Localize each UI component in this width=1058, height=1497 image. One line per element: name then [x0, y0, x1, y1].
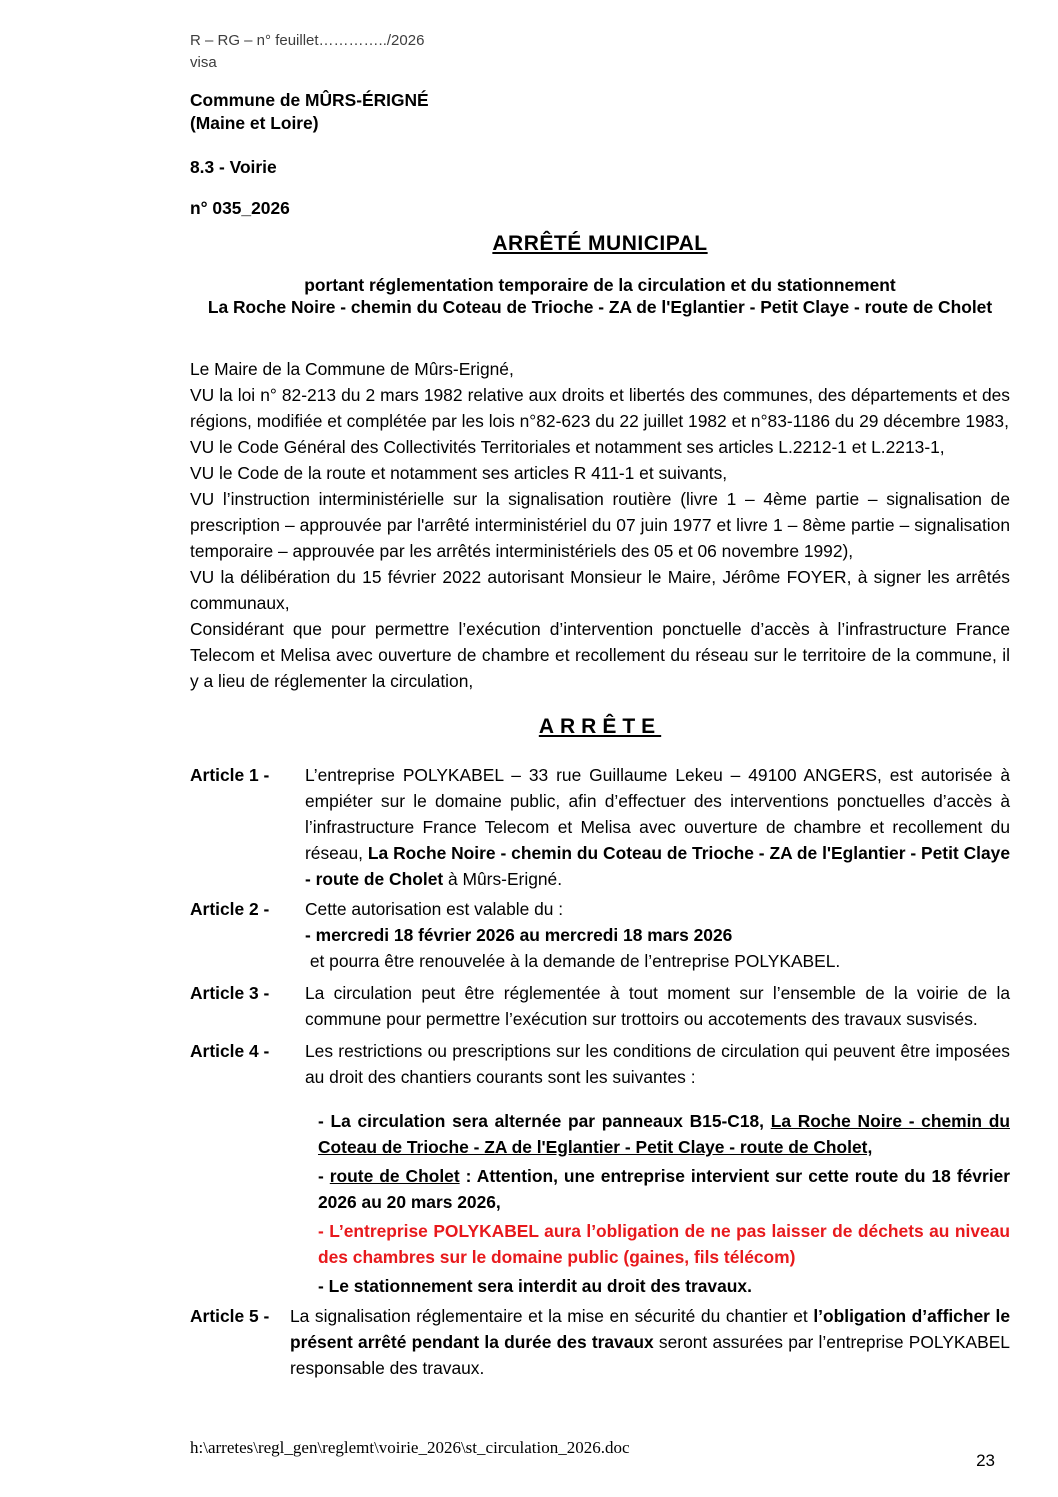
- article-5-paragraph: La signalisation réglementaire et la mise en sécurité du chantier et l’obligation d’afficher le présent arrêté pendant la durée des travaux seront assurées par l’entreprise POLYKABEL responsable des travaux.: [290, 1306, 1010, 1378]
- page-number: 23: [976, 1451, 995, 1470]
- article-1-body: [305, 762, 1010, 892]
- document-subtitle: [190, 274, 1010, 318]
- preamble-paragraph: Le Maire de la Commune de Mûrs-Erigné,: [190, 359, 514, 379]
- article-2: [190, 896, 1010, 974]
- commune-name: Commune de MÛRS-ÉRIGNÉ: [190, 90, 429, 110]
- article-2-line: - mercredi 18 février 2026 au mercredi 18 mars 2026: [305, 925, 733, 945]
- article-4-bullet: - route de Cholet : Attention, une entreprise intervient sur cette route du 18 février 2026 au 20 mars 2026,: [318, 1166, 1010, 1212]
- article-5-label: Article 5 -: [190, 1306, 270, 1326]
- subtitle-line-1: portant réglementation temporaire de la circulation et du stationnement: [304, 275, 896, 295]
- article-4-bullet: - L’entreprise POLYKABEL aura l’obligation de ne pas laisser de déchets au niveau des chambres sur le domaine public (gaines, fils télécom): [318, 1221, 1010, 1267]
- commune-block: [190, 89, 1010, 134]
- article-2-label: Article 2 -: [190, 899, 270, 919]
- article-4-bullet-list: [318, 1108, 1010, 1299]
- article-5-body: [290, 1303, 1010, 1381]
- article-1-paragraph: L’entreprise POLYKABEL – 33 rue Guillaume Lekeu – 49100 ANGERS, est autorisée à empiéter sur le domaine public, afin d’effectuer des interventions ponctuelles d’accès à l’infrastructure France Telecom et Melisa avec ouverture de chambre et recollement du réseau, La Roche Noire - chemin du Coteau de Trioche - ZA de l'Eglantier - Petit Claye - route de Cholet à Mûrs-Erigné.: [305, 765, 1011, 889]
- arrete-heading-row: [190, 714, 1010, 740]
- arrete-heading: ARRÊTE: [538, 715, 662, 738]
- article-1: [190, 762, 1010, 892]
- article-2-line: et pourra être renouvelée à la demande de l’entreprise POLYKABEL.: [305, 951, 841, 971]
- commune-departement: (Maine et Loire): [190, 112, 319, 133]
- preamble-paragraph: VU le Code de la route et notamment ses articles R 411-1 et suivants,: [190, 463, 728, 483]
- article-3-paragraph: La circulation peut être réglementée à tout moment sur l’ensemble de la voirie de la commune pour permettre l’exécution sur trottoirs ou accotements des travaux susvisés.: [305, 983, 1010, 1029]
- title-row: [190, 231, 1010, 257]
- preamble-paragraph: VU la délibération du 15 février 2022 autorisant Monsieur le Maire, Jérôme FOYER, à signer les arrêtés communaux,: [190, 567, 1010, 613]
- preamble-paragraph: Considérant que pour permettre l’exécution d’intervention ponctuelle d’accès à l’infrastructure France Telecom et Melisa avec ouverture de chambre et recollement du réseau sur le territoire de la commune, il y a lieu de réglementer la circulation,: [190, 619, 1010, 691]
- article-5: [190, 1303, 1010, 1381]
- article-3-body: [305, 980, 1010, 1032]
- doc-number: n° 035_2026: [190, 198, 290, 218]
- article-4: [190, 1038, 1010, 1302]
- section-ref: 8.3 - Voirie: [190, 157, 277, 177]
- subtitle-line-2: La Roche Noire - chemin du Coteau de Trioche - ZA de l'Eglantier - Petit Claye - route de Cholet: [207, 297, 993, 317]
- article-2-line: Cette autorisation est valable du :: [305, 899, 564, 919]
- registry-reference-line: R – RG – n° feuillet…………../2026: [190, 32, 425, 49]
- article-2-body: [305, 896, 1010, 974]
- article-4-bullet: - Le stationnement sera interdit au droit des travaux.: [318, 1276, 752, 1296]
- preamble-paragraph: VU le Code Général des Collectivités Territoriales et notamment ses articles L.2212-1 et L.2213-1,: [190, 437, 945, 457]
- article-4-label: Article 4 -: [190, 1041, 270, 1061]
- header-note: [190, 30, 1010, 74]
- article-4-paragraph: Les restrictions ou prescriptions sur les conditions de circulation qui peuvent être imposées au droit des chantiers courants sont les suivantes :: [305, 1041, 1010, 1087]
- document-title: ARRÊTÉ MUNICIPAL: [492, 232, 708, 255]
- preamble: [190, 356, 1010, 694]
- article-4-bullet: - La circulation sera alternée par panneaux B15-C18, La Roche Noire - chemin du Coteau de Trioche - ZA de l'Eglantier - Petit Claye - route de Cholet,: [318, 1111, 1010, 1157]
- preamble-paragraph: VU la loi n° 82-213 du 2 mars 1982 relative aux droits et libertés des communes, des départements et des régions, modifiée et complétée par les lois n°82-623 du 22 juillet 1982 et n°83-1186 du 29 décembre 1983,: [190, 385, 1010, 431]
- article-3: [190, 980, 1010, 1032]
- footer-file-path: h:\arretes\regl_gen\reglemt\voirie_2026\st_circulation_2026.doc: [190, 1438, 630, 1457]
- preamble-paragraph: VU l’instruction interministérielle sur la signalisation routière (livre 1 – 4ème partie – signalisation de prescription – approuvée par l'arrêté interministériel du 07 juin 1977 et livre 1 – 8ème partie – signalisation temporaire – approuvée par les arrêtés interministériels des 05 et 06 novembre 1992),: [190, 489, 1010, 561]
- article-4-body: [305, 1038, 1010, 1090]
- article-1-label: Article 1 -: [190, 765, 270, 785]
- article-3-label: Article 3 -: [190, 983, 270, 1003]
- visa-label: visa: [190, 54, 217, 71]
